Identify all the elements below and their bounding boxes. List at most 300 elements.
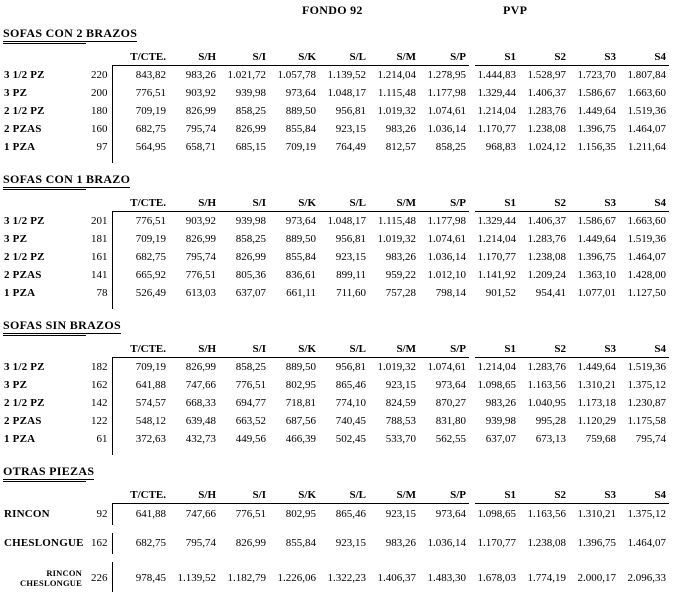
price-value: 973,64	[285, 86, 316, 99]
group-header-fondo: FONDO 92	[302, 3, 363, 17]
price-value: 805,36	[235, 268, 266, 281]
price-value: 1.182,79	[227, 571, 266, 584]
price-value: 858,25	[235, 104, 266, 117]
row-label: 2 1/2 PZ	[4, 396, 45, 409]
price-value: 1.464,07	[627, 537, 666, 549]
price-value: 740,45	[335, 414, 366, 427]
price-value: 889,50	[285, 104, 316, 117]
price-value: 1.444,83	[477, 68, 516, 81]
price-value: 1.528,97	[527, 68, 566, 81]
price-value: 432,73	[185, 432, 216, 445]
gap-cell	[3, 525, 669, 533]
price-value: 1.396,75	[577, 122, 616, 135]
price-value: 1.175,58	[627, 414, 666, 427]
header-spacer	[85, 47, 112, 66]
row-size: 97	[96, 140, 108, 153]
column-header: S/M	[369, 193, 419, 212]
table-row	[3, 138, 669, 156]
table-row	[3, 284, 669, 302]
price-value: 843,82	[112, 66, 169, 84]
column-header: S/L	[319, 485, 369, 504]
header-row	[3, 193, 669, 212]
price-value: 668,33	[185, 396, 216, 409]
table-row	[3, 376, 669, 394]
header-row	[3, 339, 669, 358]
price-value: 899,11	[336, 268, 366, 281]
price-value: 1.322,23	[327, 571, 366, 584]
column-header: S3	[569, 193, 619, 212]
price-value: 1.278,95	[427, 68, 466, 81]
price-value: 1.170,77	[477, 122, 516, 135]
price-value: 983,26	[185, 68, 216, 81]
price-value: 1.019,32	[377, 104, 416, 117]
price-value: 831,80	[435, 414, 466, 427]
price-value: 1.177,98	[427, 86, 466, 99]
column-header: S/L	[319, 193, 369, 212]
price-value: 1.586,67	[577, 86, 616, 99]
price-value: 923,15	[335, 122, 366, 135]
price-value: 1.375,12	[627, 508, 666, 520]
price-value: 1.214,04	[477, 232, 516, 245]
price-value: 939,98	[235, 214, 266, 227]
price-value: 1.170,77	[477, 537, 516, 549]
price-value: 795,74	[185, 250, 216, 263]
price-value: 641,88	[112, 376, 169, 394]
price-value: 1.214,04	[477, 360, 516, 373]
row-label-line: RINCON	[46, 567, 82, 578]
header-spacer	[3, 193, 85, 212]
price-value: 1.663,60	[627, 214, 666, 227]
price-value: 687,56	[285, 414, 316, 427]
price-value: 865,46	[335, 378, 366, 391]
column-header: S/M	[369, 485, 419, 504]
price-value: 682,75	[112, 533, 169, 554]
row-label: 2 1/2 PZ	[4, 250, 45, 263]
price-value: 983,26	[485, 396, 516, 409]
price-value: 613,03	[185, 286, 216, 299]
price-value: 903,92	[185, 86, 216, 99]
price-table	[3, 47, 669, 163]
column-header: S/K	[269, 47, 319, 66]
row-label: CHESLONGUE	[4, 537, 84, 549]
price-value: 939,98	[235, 86, 266, 99]
row-label: 3 PZ	[4, 86, 28, 99]
price-value: 983,26	[385, 250, 416, 263]
price-value: 682,75	[112, 248, 169, 266]
price-value: 798,14	[435, 286, 466, 299]
column-header: S/L	[319, 47, 369, 66]
table-row	[3, 562, 669, 592]
column-header: S/I	[219, 485, 269, 504]
row-label: 3 1/2 PZ	[4, 360, 45, 373]
price-value: 1.238,08	[527, 537, 566, 549]
price-value: 1.230,87	[627, 396, 666, 409]
spacer-cell	[169, 448, 669, 455]
column-header: T/CTE.	[112, 47, 169, 66]
table-row	[3, 120, 669, 138]
vertical-divider	[112, 448, 169, 455]
price-value: 1.170,77	[477, 250, 516, 263]
column-header: S2	[519, 193, 569, 212]
row-label: 3 PZ	[4, 232, 28, 245]
price-value: 1.036,14	[427, 250, 466, 263]
price-value: 466,39	[285, 432, 316, 445]
price-value: 1.120,29	[577, 414, 616, 427]
column-header: S4	[619, 193, 669, 212]
price-value: 1.310,21	[577, 508, 616, 520]
price-value: 1.464,07	[627, 122, 666, 135]
price-value: 826,99	[185, 104, 216, 117]
row-size: 92	[96, 508, 108, 520]
price-value: 1.036,14	[427, 537, 466, 549]
price-value: 1.519,36	[627, 104, 666, 117]
price-value: 995,28	[535, 414, 566, 427]
price-value: 973,64	[285, 214, 316, 227]
price-value: 826,99	[235, 250, 266, 263]
price-value: 824,59	[385, 396, 416, 409]
spacer-cell	[169, 156, 669, 163]
price-table	[3, 485, 669, 592]
row-size: 141	[91, 268, 108, 281]
price-value: 637,07	[235, 286, 266, 299]
table-row	[3, 212, 669, 230]
table-row	[3, 102, 669, 120]
price-value: 562,55	[435, 432, 466, 445]
price-value: 1.449,64	[577, 232, 616, 245]
price-value: 1.127,50	[627, 286, 666, 299]
table-row	[3, 430, 669, 448]
price-value: 1.375,12	[627, 378, 666, 391]
section-title: SOFAS CON 1 BRAZO	[3, 172, 131, 186]
price-value: 502,45	[335, 432, 366, 445]
price-value: 774,10	[335, 396, 366, 409]
header-row	[3, 47, 669, 66]
row-gap	[3, 525, 669, 533]
price-value: 923,15	[385, 508, 416, 520]
price-value: 1.428,00	[627, 268, 666, 281]
price-value: 1.115,48	[377, 214, 416, 227]
table-row	[3, 230, 669, 248]
column-header: S2	[519, 47, 569, 66]
column-header: S1	[469, 485, 519, 504]
column-header: S3	[569, 339, 619, 358]
price-value: 1.464,07	[627, 250, 666, 263]
table-row	[3, 66, 669, 84]
header-spacer	[85, 193, 112, 212]
price-value: 889,50	[285, 232, 316, 245]
row-size: 162	[91, 537, 108, 549]
table-row	[3, 84, 669, 102]
price-value: 855,84	[285, 122, 316, 135]
section-title: SOFAS SIN BRAZOS	[3, 318, 121, 332]
price-table	[3, 339, 669, 455]
column-header: T/CTE.	[112, 339, 169, 358]
price-value: 855,84	[285, 537, 316, 549]
price-value: 826,99	[185, 360, 216, 373]
spacer-cell	[3, 448, 112, 455]
header-spacer	[3, 47, 85, 66]
row-label: 1 PZA	[4, 286, 36, 299]
column-header: S/H	[169, 193, 219, 212]
price-value: 776,51	[112, 84, 169, 102]
row-size: 226	[91, 571, 108, 584]
price-value: 1.283,76	[527, 360, 566, 373]
price-value: 858,25	[235, 360, 266, 373]
price-value: 1.214,04	[477, 104, 516, 117]
row-size: 160	[91, 122, 108, 135]
price-value: 978,45	[112, 562, 169, 592]
price-value: 836,61	[285, 268, 316, 281]
price-value: 1.074,61	[427, 232, 466, 245]
price-value: 1.406,37	[377, 571, 416, 584]
price-value: 1.057,78	[277, 68, 316, 81]
price-value: 776,51	[235, 508, 266, 520]
price-value: 1.310,21	[577, 378, 616, 391]
price-value: 1.048,17	[327, 86, 366, 99]
price-value: 870,27	[435, 396, 466, 409]
price-value: 747,66	[185, 508, 216, 520]
price-value: 1.226,06	[277, 571, 316, 584]
price-value: 757,28	[385, 286, 416, 299]
price-value: 639,48	[185, 414, 216, 427]
price-value: 956,81	[335, 104, 366, 117]
price-table	[3, 193, 669, 309]
column-header: S4	[619, 339, 669, 358]
price-value: 709,19	[112, 358, 169, 376]
section-title-double-underline	[3, 43, 86, 44]
price-value: 709,19	[285, 140, 316, 153]
row-size: 182	[91, 360, 108, 373]
column-header: S/P	[419, 193, 469, 212]
column-header: S/L	[319, 339, 369, 358]
section-title-block	[3, 171, 673, 190]
row-size: 162	[91, 378, 108, 391]
price-value: 1.074,61	[427, 360, 466, 373]
price-value: 694,77	[235, 396, 266, 409]
price-value: 1.156,35	[577, 140, 616, 153]
price-value: 954,41	[535, 286, 566, 299]
price-value: 1.040,95	[527, 396, 566, 409]
header-spacer	[3, 485, 85, 504]
price-section	[3, 463, 673, 592]
price-value: 923,15	[335, 537, 366, 549]
table-row	[3, 358, 669, 376]
price-value: 959,22	[385, 268, 416, 281]
column-header: S/I	[219, 193, 269, 212]
row-label: 3 PZ	[4, 378, 28, 391]
section-title-block	[3, 317, 673, 336]
header-row	[3, 485, 669, 504]
table-row	[3, 533, 669, 554]
column-header: S2	[519, 485, 569, 504]
price-value: 968,83	[485, 140, 516, 153]
column-header: S/P	[419, 339, 469, 358]
column-header: T/CTE.	[112, 193, 169, 212]
row-size: 181	[91, 232, 108, 245]
bar-spacer-row	[3, 448, 669, 455]
section-title: SOFAS CON 2 BRAZOS	[3, 26, 138, 40]
table-row	[3, 412, 669, 430]
price-value: 709,19	[112, 230, 169, 248]
price-value: 826,99	[185, 232, 216, 245]
price-value: 858,25	[435, 140, 466, 153]
price-value: 956,81	[335, 232, 366, 245]
vertical-divider	[112, 156, 169, 163]
price-value: 718,81	[285, 396, 316, 409]
price-value: 865,46	[335, 508, 366, 520]
column-header: S/K	[269, 193, 319, 212]
price-value: 1.678,03	[477, 571, 516, 584]
price-value: 788,53	[385, 414, 416, 427]
price-value: 802,95	[285, 378, 316, 391]
row-gap	[3, 554, 669, 562]
price-value: 526,49	[112, 284, 169, 302]
price-value: 973,64	[435, 508, 466, 520]
price-value: 1.329,44	[477, 214, 516, 227]
row-label: 1 PZA	[4, 432, 36, 445]
price-value: 759,68	[585, 432, 616, 445]
price-value: 1.214,04	[377, 68, 416, 81]
price-value: 776,51	[112, 212, 169, 230]
column-header: S4	[619, 47, 669, 66]
bar-spacer-row	[3, 302, 669, 309]
price-section	[3, 171, 673, 309]
price-value: 682,75	[112, 120, 169, 138]
price-value: 663,52	[235, 414, 266, 427]
row-label: 2 1/2 PZ	[4, 104, 45, 117]
column-header: S4	[619, 485, 669, 504]
row-size: 161	[91, 250, 108, 263]
vertical-divider	[112, 302, 169, 309]
column-header: S/K	[269, 339, 319, 358]
price-value: 1.211,64	[627, 140, 666, 153]
row-label: 3 1/2 PZ	[4, 214, 45, 227]
price-value: 1.363,10	[577, 268, 616, 281]
section-title-block	[3, 463, 673, 482]
price-value: 795,74	[185, 537, 216, 549]
price-value: 812,57	[385, 140, 416, 153]
price-value: 1.283,76	[527, 232, 566, 245]
row-label: 2 PZAS	[4, 414, 42, 427]
price-value: 1.098,65	[477, 508, 516, 520]
group-header-pvp: PVP	[503, 3, 528, 17]
sections-container	[3, 25, 673, 592]
row-size: 61	[96, 432, 108, 445]
table-row	[3, 394, 669, 412]
price-value: 776,51	[235, 378, 266, 391]
column-header: S1	[469, 193, 519, 212]
price-value: 1.329,44	[477, 86, 516, 99]
header-spacer	[3, 339, 85, 358]
price-value: 826,99	[235, 537, 266, 549]
price-value: 641,88	[112, 504, 169, 525]
price-value: 1.586,67	[577, 214, 616, 227]
price-value: 901,52	[485, 286, 516, 299]
price-section	[3, 25, 673, 163]
column-header: S/I	[219, 339, 269, 358]
row-size: 122	[91, 414, 108, 427]
price-value: 983,26	[385, 122, 416, 135]
price-value: 1.663,60	[627, 86, 666, 99]
column-header: S/P	[419, 485, 469, 504]
price-value: 685,15	[235, 140, 266, 153]
table-row	[3, 266, 669, 284]
price-section	[3, 317, 673, 455]
price-value: 1.048,17	[327, 214, 366, 227]
price-value: 939,98	[485, 414, 516, 427]
row-label: 2 PZAS	[4, 268, 42, 281]
section-title-double-underline	[3, 189, 86, 190]
price-value: 574,57	[112, 394, 169, 412]
price-value: 1.406,37	[527, 214, 566, 227]
section-title-block	[3, 25, 673, 44]
row-size: 200	[91, 86, 108, 99]
price-value: 1.163,56	[527, 508, 566, 520]
row-size: 78	[96, 286, 108, 299]
price-value: 1.139,52	[177, 571, 216, 584]
column-header: S1	[469, 47, 519, 66]
price-value: 1.036,14	[427, 122, 466, 135]
column-header: T/CTE.	[112, 485, 169, 504]
price-value: 665,92	[112, 266, 169, 284]
price-value: 1.115,48	[377, 86, 416, 99]
spacer-cell	[3, 302, 112, 309]
row-size: 180	[91, 104, 108, 117]
row-label: RINCON	[4, 508, 50, 520]
price-value: 1.483,30	[427, 571, 466, 584]
column-header: S2	[519, 339, 569, 358]
price-value: 1.019,32	[377, 232, 416, 245]
price-value: 709,19	[112, 102, 169, 120]
price-value: 973,64	[435, 378, 466, 391]
price-value: 548,12	[112, 412, 169, 430]
price-value: 1.021,72	[227, 68, 266, 81]
header-spacer	[85, 485, 112, 504]
column-header: S/I	[219, 47, 269, 66]
price-value: 1.098,65	[477, 378, 516, 391]
price-value: 533,70	[385, 432, 416, 445]
row-size: 142	[91, 396, 108, 409]
price-value: 673,13	[535, 432, 566, 445]
price-value: 1.519,36	[627, 360, 666, 373]
header-spacer	[85, 339, 112, 358]
price-value: 1.396,75	[577, 537, 616, 549]
price-value: 802,95	[285, 508, 316, 520]
price-value: 1.449,64	[577, 360, 616, 373]
column-header: S1	[469, 339, 519, 358]
price-value: 889,50	[285, 360, 316, 373]
price-value: 795,74	[635, 432, 666, 445]
price-value: 1.519,36	[627, 232, 666, 245]
price-value: 1.141,92	[477, 268, 516, 281]
price-value: 2.096,33	[627, 571, 666, 584]
price-value: 1.209,24	[527, 268, 566, 281]
row-size: 220	[91, 68, 108, 81]
price-value: 923,15	[335, 250, 366, 263]
column-header: S/M	[369, 47, 419, 66]
row-label: 3 1/2 PZ	[4, 68, 45, 81]
price-value: 1.163,56	[527, 378, 566, 391]
price-value: 1.396,75	[577, 250, 616, 263]
column-header: S/P	[419, 47, 469, 66]
price-value: 923,15	[385, 378, 416, 391]
price-value: 1.074,61	[427, 104, 466, 117]
price-value: 776,51	[185, 268, 216, 281]
row-size: 201	[91, 214, 108, 227]
bar-spacer-row	[3, 156, 669, 163]
section-title: OTRAS PIEZAS	[3, 464, 95, 478]
column-header: S3	[569, 485, 619, 504]
